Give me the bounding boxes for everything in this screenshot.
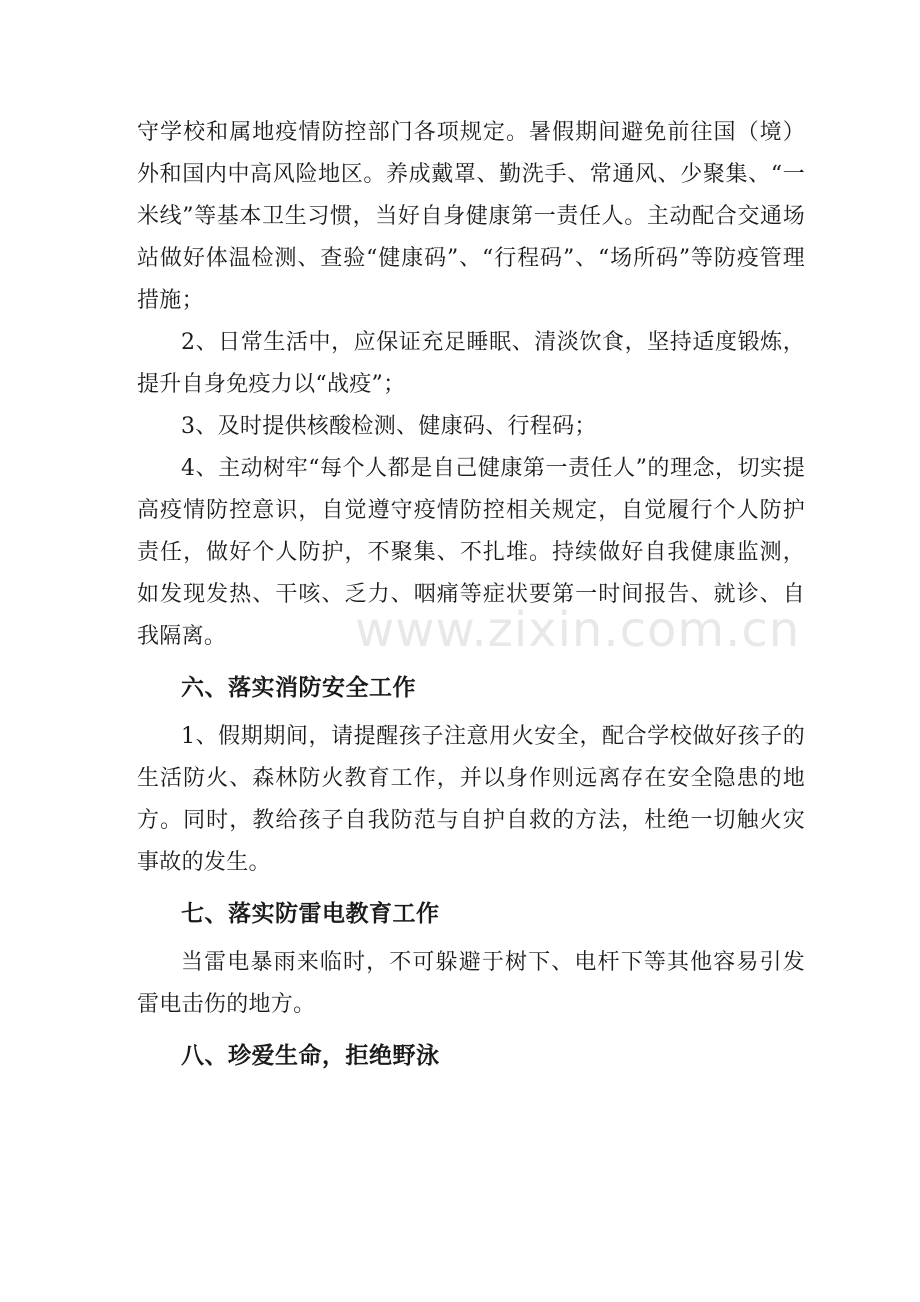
paragraph-fire-safety: 1、假期期间，请提醒孩子注意用火安全，配合学校做好孩子的生活防火、森林防火教育工作，并以身作则远离存在安全隐患的地方。同时，教给孩子自我防范与自护自救的方法，杜绝一切触火灾事故的发生。 [137, 724, 805, 875]
section-heading-fire-safety: 六、落实消防安全工作 [181, 675, 416, 701]
paragraph-provide-codes: 3、及时提供核酸检测、健康码、行程码； [181, 414, 597, 439]
paragraph-lightning: 当雷电暴雨来临时，不可躲避于树下、电杆下等其他容易引发雷电击伤的地方。 [137, 950, 805, 1017]
paragraph-epidemic-rules: 守学校和属地疫情防控部门各项规定。暑假期间避免前往国（境）外和国内中高风险地区。养成戴罩、勤洗手、常通风、少聚集、“一米线”等基本卫生习惯，当好自身健康第一责任人。主动配合交通场站做好体温检测、查验“健康码”、“行程码”、“场所码”等防疫管理措施； [137, 120, 805, 313]
watermark: www.zixin.com.cn [355, 602, 801, 658]
paragraph-daily-life: 2、日常生活中，应保证充足睡眠、清淡饮食，坚持适度锻炼，提升自身免疫力以“战疫”； [137, 330, 805, 397]
section-heading-lightning: 七、落实防雷电教育工作 [181, 901, 440, 927]
document-body [137, 112, 805, 1084]
paragraph-personal-responsibility: 4、主动树牢“每个人都是自己健康第一责任人”的理念，切实提高疫情防控意识，自觉遵守疫情防控相关规定，自觉履行个人防护责任，做好个人防护，不聚集、不扎堆。持续做好自我健康监测，如发现发热、干咳、乏力、咽痛等症状要第一时间报告、就诊、自我隔离。 [137, 456, 805, 649]
section-heading-swimming: 八、珍爱生命，拒绝野泳 [181, 1043, 440, 1069]
